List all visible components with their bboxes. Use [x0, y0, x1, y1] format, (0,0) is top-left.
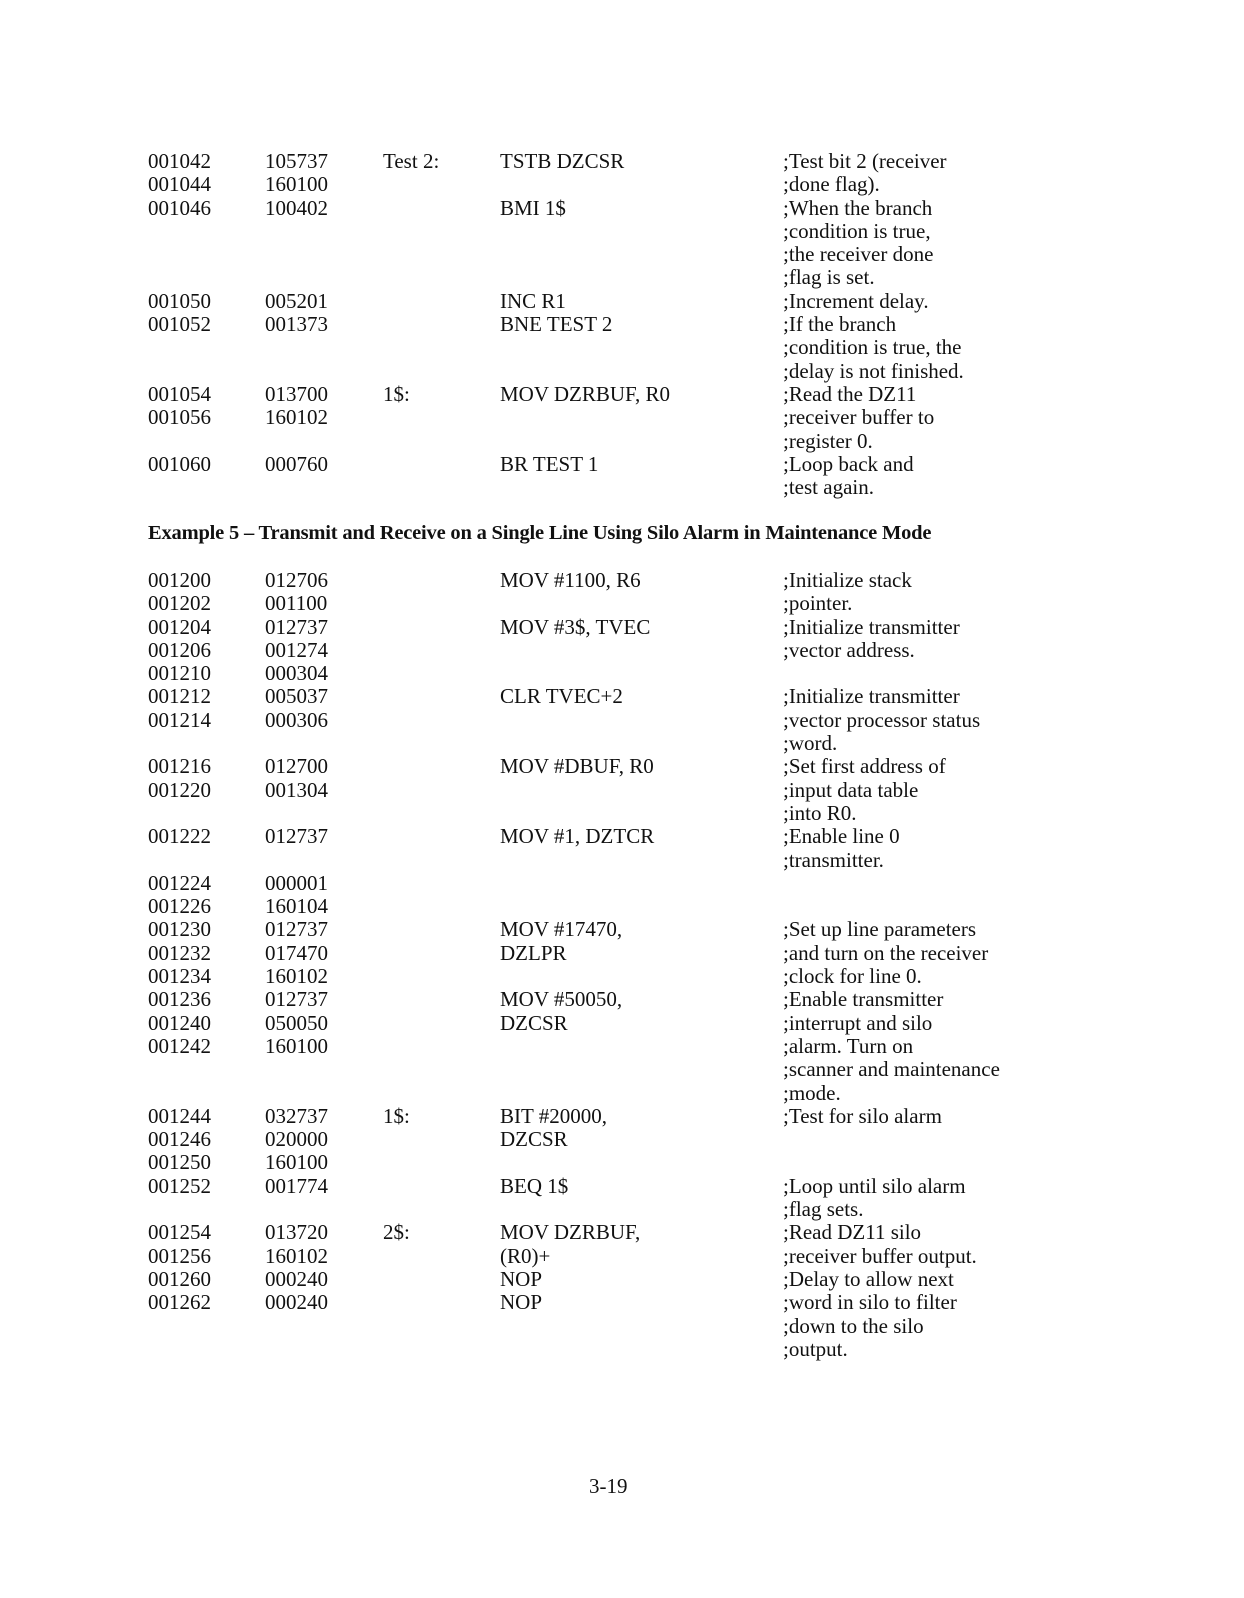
listing-addr: 001044	[148, 172, 211, 197]
listing-code: 000306	[265, 707, 328, 732]
listing-comment: ;and turn on the receiver	[783, 940, 989, 965]
listing-comment: ;down to the silo	[783, 1313, 924, 1338]
listing-code: 050050	[265, 1010, 328, 1035]
listing-line	[0, 755, 1244, 778]
listing-addr: 001236	[148, 987, 211, 1012]
listing-code: 005201	[265, 288, 328, 313]
listing-code: 160102	[265, 964, 328, 989]
listing-addr: 001046	[148, 195, 211, 220]
listing-instr: MOV #3$, TVEC	[500, 614, 651, 639]
listing-line	[0, 290, 1244, 313]
listing-line	[0, 569, 1244, 592]
listing-line	[0, 336, 1244, 359]
listing-comment: ;Initialize transmitter	[783, 614, 960, 639]
listing-comment: ;Enable line 0	[783, 824, 900, 849]
listing-line	[0, 1338, 1244, 1361]
listing-code: 160100	[265, 172, 328, 197]
listing-comment: ;vector processor status	[783, 707, 981, 732]
listing-line	[0, 406, 1244, 429]
listing-line	[0, 453, 1244, 476]
listing-comment: ;delay is not finished.	[783, 358, 964, 383]
listing-instr: MOV #17470,	[500, 917, 623, 942]
listing-instr: BEQ 1$	[500, 1173, 569, 1198]
listing-line	[0, 476, 1244, 499]
listing-comment: ;pointer.	[783, 591, 853, 616]
listing-comment: ;word.	[783, 731, 838, 756]
listing-comment: ;Enable transmitter	[783, 987, 944, 1012]
listing-line	[0, 1012, 1244, 1035]
listing-addr: 001246	[148, 1127, 211, 1152]
listing-addr: 001056	[148, 405, 211, 430]
listing-addr: 001210	[148, 661, 211, 686]
listing-code: 001373	[265, 312, 328, 337]
listing-addr: 001054	[148, 381, 211, 406]
listing-instr: MOV #1, DZTCR	[500, 824, 655, 849]
listing-comment: ;condition is true,	[783, 218, 931, 243]
listing-code: 000001	[265, 870, 328, 895]
listing-comment: ;scanner and maintenance	[783, 1057, 1000, 1082]
listing-code: 160102	[265, 405, 328, 430]
listing-comment: ;the receiver done	[783, 242, 934, 267]
listing-code: 160102	[265, 1243, 328, 1268]
listing-code: 100402	[265, 195, 328, 220]
listing-line	[0, 1128, 1244, 1151]
listing-code: 012737	[265, 614, 328, 639]
listing-line	[0, 849, 1244, 872]
listing-addr: 001200	[148, 568, 211, 592]
listing-addr: 001226	[148, 894, 211, 919]
listing-addr: 001204	[148, 614, 211, 639]
listing-line	[0, 872, 1244, 895]
listing-line	[0, 988, 1244, 1011]
listing-line	[0, 616, 1244, 639]
listing-line	[0, 1151, 1244, 1174]
listing-code: 160100	[265, 1150, 328, 1175]
listing-addr: 001230	[148, 917, 211, 942]
listing-line	[0, 685, 1244, 708]
listing-code: 012737	[265, 987, 328, 1012]
listing-line	[0, 1315, 1244, 1338]
listing-addr: 001042	[148, 149, 211, 173]
listing-comment: ;Test bit 2 (receiver	[783, 149, 947, 173]
listing-line	[0, 1245, 1244, 1268]
listing-comment: ;clock for line 0.	[783, 964, 922, 989]
listing-comment: ;test again.	[783, 475, 874, 500]
listing-line	[0, 1221, 1244, 1244]
listing-line	[0, 965, 1244, 988]
listing-code: 160104	[265, 894, 328, 919]
listing-code: 000760	[265, 451, 328, 476]
listing-instr: DZLPR	[500, 940, 567, 965]
listing-code: 012706	[265, 568, 328, 592]
listing-instr: BMI 1$	[500, 195, 566, 220]
listing-instr: MOV #1100, R6	[500, 568, 641, 592]
listing-line	[0, 360, 1244, 383]
listing-line	[0, 1175, 1244, 1198]
listing-line	[0, 1105, 1244, 1128]
listing-addr: 001240	[148, 1010, 211, 1035]
listing-instr: MOV DZRBUF, R0	[500, 381, 671, 406]
listing-line	[0, 1268, 1244, 1291]
listing-line	[0, 1082, 1244, 1105]
listing-comment: ;output.	[783, 1336, 848, 1361]
listing-instr: DZCSR	[500, 1010, 568, 1035]
listing-addr: 001224	[148, 870, 211, 895]
listing-code: 000240	[265, 1266, 328, 1291]
listing-instr: NOP	[500, 1266, 543, 1291]
listing-addr: 001202	[148, 591, 211, 616]
listing-comment: ;receiver buffer to	[783, 405, 935, 430]
listing-comment: ;Set first address of	[783, 754, 946, 779]
listing-comment: ;input data table	[783, 777, 919, 802]
listing-code: 012737	[265, 824, 328, 849]
listing-addr: 001220	[148, 777, 211, 802]
listing-addr: 001250	[148, 1150, 211, 1175]
listing-instr: INC R1	[500, 288, 566, 313]
listing-comment: ;transmitter.	[783, 847, 884, 872]
listing-code: 012700	[265, 754, 328, 779]
listing-code: 000304	[265, 661, 328, 686]
listing-code: 001100	[265, 591, 328, 616]
listing-line	[0, 592, 1244, 615]
listing-addr: 001206	[148, 637, 211, 662]
listing-label: 2$:	[383, 1220, 410, 1245]
listing-code: 005037	[265, 684, 328, 709]
listing-code: 020000	[265, 1127, 328, 1152]
listing-comment: ;done flag).	[783, 172, 880, 197]
listing-instr: DZCSR	[500, 1127, 568, 1152]
listing-instr: BIT #20000,	[500, 1103, 607, 1128]
listing-comment: ;Read the DZ11	[783, 381, 917, 406]
listing-comment: ;Initialize transmitter	[783, 684, 960, 709]
listing-addr: 001216	[148, 754, 211, 779]
listing-addr: 001244	[148, 1103, 211, 1128]
listing-line	[0, 895, 1244, 918]
listing-comment: ;Read DZ11 silo	[783, 1220, 922, 1245]
listing-line	[0, 220, 1244, 243]
listing-line	[0, 942, 1244, 965]
listing-addr: 001050	[148, 288, 211, 313]
listing-instr: TSTB DZCSR	[500, 149, 625, 173]
listing-code: 160100	[265, 1033, 328, 1058]
listing-line	[0, 709, 1244, 732]
listing-code: 017470	[265, 940, 328, 965]
listing-instr: MOV #50050,	[500, 987, 623, 1012]
listing-comment: ;Loop until silo alarm	[783, 1173, 966, 1198]
listing-comment: ;alarm. Turn on	[783, 1033, 914, 1058]
listing-code: 013720	[265, 1220, 328, 1245]
listing-comment: ;flag sets.	[783, 1197, 864, 1222]
listing-label: Test 2:	[383, 149, 440, 173]
listing-code: 000240	[265, 1290, 328, 1315]
listing-line	[0, 197, 1244, 220]
listing-instr: MOV DZRBUF,	[500, 1220, 641, 1245]
listing-addr: 001222	[148, 824, 211, 849]
listing-code: 105737	[265, 149, 328, 173]
listing-comment: ;If the branch	[783, 312, 897, 337]
listing-line	[0, 1198, 1244, 1221]
listing-code: 032737	[265, 1103, 328, 1128]
code-listing-example-4	[0, 150, 1244, 499]
listing-comment: ;Increment delay.	[783, 288, 929, 313]
listing-addr: 001260	[148, 1266, 211, 1291]
listing-code: 001274	[265, 637, 328, 662]
listing-comment: ;Set up line parameters	[783, 917, 977, 942]
listing-comment: ;mode.	[783, 1080, 841, 1105]
listing-addr: 001254	[148, 1220, 211, 1245]
listing-comment: ;Initialize stack	[783, 568, 912, 592]
listing-line	[0, 243, 1244, 266]
listing-addr: 001262	[148, 1290, 211, 1315]
listing-comment: ;When the branch	[783, 195, 933, 220]
listing-comment: ;Loop back and	[783, 451, 914, 476]
listing-comment: ;flag is set.	[783, 265, 875, 290]
listing-line	[0, 313, 1244, 336]
listing-label: 1$:	[383, 1103, 410, 1128]
listing-comment: ;Test for silo alarm	[783, 1103, 942, 1128]
listing-label: 1$:	[383, 381, 410, 406]
listing-addr: 001060	[148, 451, 211, 476]
listing-addr: 001234	[148, 964, 211, 989]
listing-addr: 001214	[148, 707, 211, 732]
section-heading: Example 5 – Transmit and Receive on a Single Line Using Silo Alarm in Maintenance Mode	[148, 522, 932, 544]
listing-comment: ;word in silo to filter	[783, 1290, 957, 1315]
listing-line	[0, 173, 1244, 196]
listing-comment: ;register 0.	[783, 428, 873, 453]
listing-comment: ;Delay to allow next	[783, 1266, 954, 1291]
page-number: 3-19	[589, 1474, 628, 1498]
listing-addr: 001256	[148, 1243, 211, 1268]
listing-line	[0, 383, 1244, 406]
listing-line	[0, 266, 1244, 289]
listing-comment: ;receiver buffer output.	[783, 1243, 977, 1268]
listing-line	[0, 150, 1244, 173]
listing-code: 001304	[265, 777, 328, 802]
listing-addr: 001252	[148, 1173, 211, 1198]
listing-instr: MOV #DBUF, R0	[500, 754, 654, 779]
listing-addr: 001232	[148, 940, 211, 965]
listing-instr: NOP	[500, 1290, 543, 1315]
listing-line	[0, 1035, 1244, 1058]
listing-code: 013700	[265, 381, 328, 406]
listing-line	[0, 918, 1244, 941]
listing-line	[0, 732, 1244, 755]
listing-line	[0, 662, 1244, 685]
listing-line	[0, 430, 1244, 453]
listing-line	[0, 639, 1244, 662]
listing-code: 001774	[265, 1173, 328, 1198]
listing-comment: ;condition is true, the	[783, 335, 962, 360]
listing-code: 012737	[265, 917, 328, 942]
listing-addr: 001212	[148, 684, 211, 709]
listing-line	[0, 1058, 1244, 1081]
listing-line	[0, 779, 1244, 802]
listing-comment: ;into R0.	[783, 800, 857, 825]
listing-line	[0, 825, 1244, 848]
listing-comment: ;vector address.	[783, 637, 915, 662]
listing-addr: 001052	[148, 312, 211, 337]
listing-comment: ;interrupt and silo	[783, 1010, 933, 1035]
listing-instr: BR TEST 1	[500, 451, 599, 476]
listing-addr: 001242	[148, 1033, 211, 1058]
listing-instr: (R0)+	[500, 1243, 551, 1268]
listing-instr: BNE TEST 2	[500, 312, 613, 337]
listing-line	[0, 802, 1244, 825]
code-listing-example-5	[0, 569, 1244, 1361]
listing-instr: CLR TVEC+2	[500, 684, 623, 709]
listing-line	[0, 1291, 1244, 1314]
